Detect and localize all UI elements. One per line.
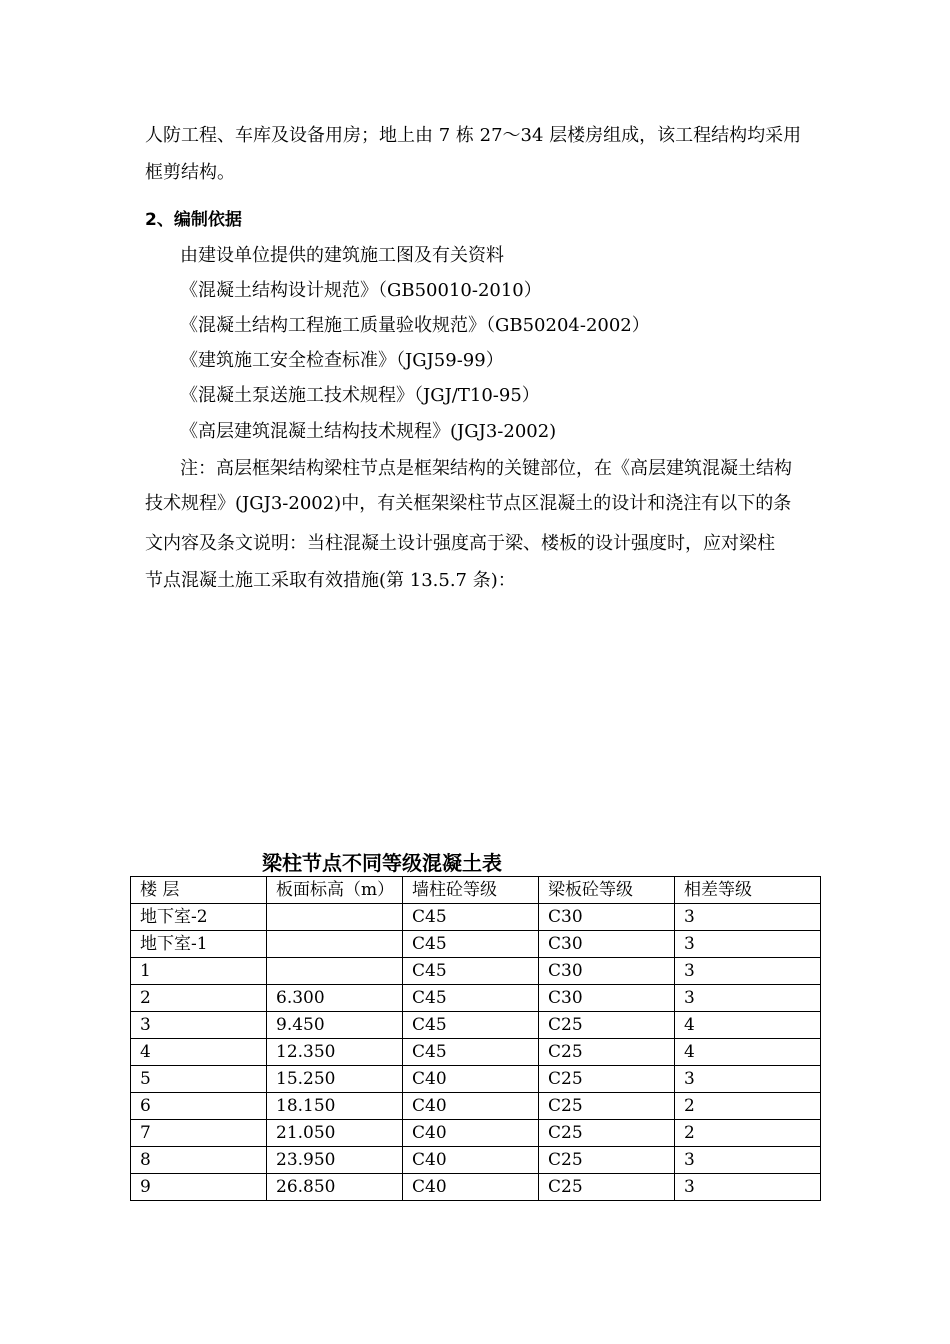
- note-line: 注：高层框架结构梁柱节点是框架结构的关键部位，在《高层建筑混凝土结构: [180, 458, 792, 479]
- cell-floor: 9: [131, 1174, 267, 1201]
- cell-elevation: 23.950: [267, 1147, 403, 1174]
- cell-grade-diff: 3: [675, 1174, 821, 1201]
- cell-floor: 地下室-1: [131, 931, 267, 958]
- cell-beam-grade: C30: [539, 931, 675, 958]
- cell-elevation: 9.450: [267, 1012, 403, 1039]
- note-line: 技术规程》(JGJ3-2002)中，有关框架梁柱节点区混凝土的设计和浇注有以下的条: [145, 493, 792, 514]
- cell-column-grade: C40: [403, 1147, 539, 1174]
- cell-beam-grade: C25: [539, 1066, 675, 1093]
- cell-column-grade: C45: [403, 1012, 539, 1039]
- reference-item: 《混凝土结构设计规范》（GB50010-2010）: [180, 280, 542, 301]
- table-row: [131, 1147, 821, 1174]
- header-cell-grade-diff: 相差等级: [675, 877, 821, 904]
- intro-line-2: 框剪结构。: [145, 162, 235, 183]
- table-row: [131, 1039, 821, 1066]
- reference-item: 《建筑施工安全检查标准》（JGJ59-99）: [180, 350, 504, 371]
- note-line: 节点混凝土施工采取有效措施(第 13.5.7 条)：: [145, 570, 516, 591]
- cell-grade-diff: 2: [675, 1120, 821, 1147]
- table-row: [131, 904, 821, 931]
- cell-floor: 2: [131, 985, 267, 1012]
- cell-grade-diff: 3: [675, 931, 821, 958]
- cell-floor: 8: [131, 1147, 267, 1174]
- cell-column-grade: C40: [403, 1066, 539, 1093]
- table-row: [131, 958, 821, 985]
- cell-beam-grade: C30: [539, 904, 675, 931]
- cell-elevation: [267, 904, 403, 931]
- cell-floor: 地下室-2: [131, 904, 267, 931]
- table-row: [131, 1066, 821, 1093]
- cell-elevation: 15.250: [267, 1066, 403, 1093]
- cell-floor: 6: [131, 1093, 267, 1120]
- header-cell-column-grade: 墙柱砼等级: [403, 877, 539, 904]
- note-line: 文内容及条文说明：当柱混凝土设计强度高于梁、楼板的设计强度时，应对梁柱: [145, 533, 775, 554]
- table-row: [131, 1093, 821, 1120]
- cell-column-grade: C40: [403, 1120, 539, 1147]
- cell-grade-diff: 3: [675, 1147, 821, 1174]
- cell-grade-diff: 3: [675, 958, 821, 985]
- cell-beam-grade: C30: [539, 958, 675, 985]
- cell-grade-diff: 3: [675, 904, 821, 931]
- reference-item: 《混凝土泵送施工技术规程》（JGJ/T10-95）: [180, 385, 540, 406]
- header-cell-beam-grade: 梁板砼等级: [539, 877, 675, 904]
- reference-item: 《混凝土结构工程施工质量验收规范》（GB50204-2002）: [180, 315, 650, 336]
- cell-elevation: 18.150: [267, 1093, 403, 1120]
- cell-floor: 4: [131, 1039, 267, 1066]
- cell-column-grade: C45: [403, 904, 539, 931]
- concrete-grade-table: [130, 876, 821, 1201]
- cell-elevation: 21.050: [267, 1120, 403, 1147]
- header-cell-floor: 楼 层: [131, 877, 267, 904]
- cell-column-grade: C45: [403, 958, 539, 985]
- cell-floor: 5: [131, 1066, 267, 1093]
- table-header-row: [131, 877, 821, 904]
- section-heading: 2、编制依据: [145, 210, 242, 230]
- reference-item: 由建设单位提供的建筑施工图及有关资料: [180, 245, 504, 266]
- table-row: [131, 1120, 821, 1147]
- cell-beam-grade: C25: [539, 1147, 675, 1174]
- cell-elevation: 12.350: [267, 1039, 403, 1066]
- table-row: [131, 931, 821, 958]
- cell-floor: 7: [131, 1120, 267, 1147]
- cell-column-grade: C40: [403, 1174, 539, 1201]
- cell-beam-grade: C25: [539, 1039, 675, 1066]
- table-row: [131, 1012, 821, 1039]
- cell-floor: 3: [131, 1012, 267, 1039]
- cell-elevation: [267, 931, 403, 958]
- cell-grade-diff: 3: [675, 1066, 821, 1093]
- cell-grade-diff: 4: [675, 1012, 821, 1039]
- cell-beam-grade: C25: [539, 1120, 675, 1147]
- cell-elevation: 26.850: [267, 1174, 403, 1201]
- intro-line-1: 人防工程、车库及设备用房；地上由 7 栋 27～34 层楼房组成，该工程结构均采用: [145, 125, 802, 146]
- cell-beam-grade: C25: [539, 1012, 675, 1039]
- cell-column-grade: C45: [403, 985, 539, 1012]
- cell-column-grade: C45: [403, 931, 539, 958]
- cell-grade-diff: 2: [675, 1093, 821, 1120]
- table-row: [131, 1174, 821, 1201]
- cell-grade-diff: 4: [675, 1039, 821, 1066]
- reference-item: 《高层建筑混凝土结构技术规程》(JGJ3-2002): [180, 421, 557, 442]
- header-cell-elevation: 板面标高（m）: [267, 877, 403, 904]
- cell-elevation: [267, 958, 403, 985]
- cell-grade-diff: 3: [675, 985, 821, 1012]
- cell-column-grade: C40: [403, 1093, 539, 1120]
- cell-column-grade: C45: [403, 1039, 539, 1066]
- table-title: 梁柱节点不同等级混凝土表: [262, 851, 502, 875]
- cell-beam-grade: C25: [539, 1174, 675, 1201]
- cell-beam-grade: C25: [539, 1093, 675, 1120]
- table-row: [131, 985, 821, 1012]
- cell-beam-grade: C30: [539, 985, 675, 1012]
- cell-floor: 1: [131, 958, 267, 985]
- cell-elevation: 6.300: [267, 985, 403, 1012]
